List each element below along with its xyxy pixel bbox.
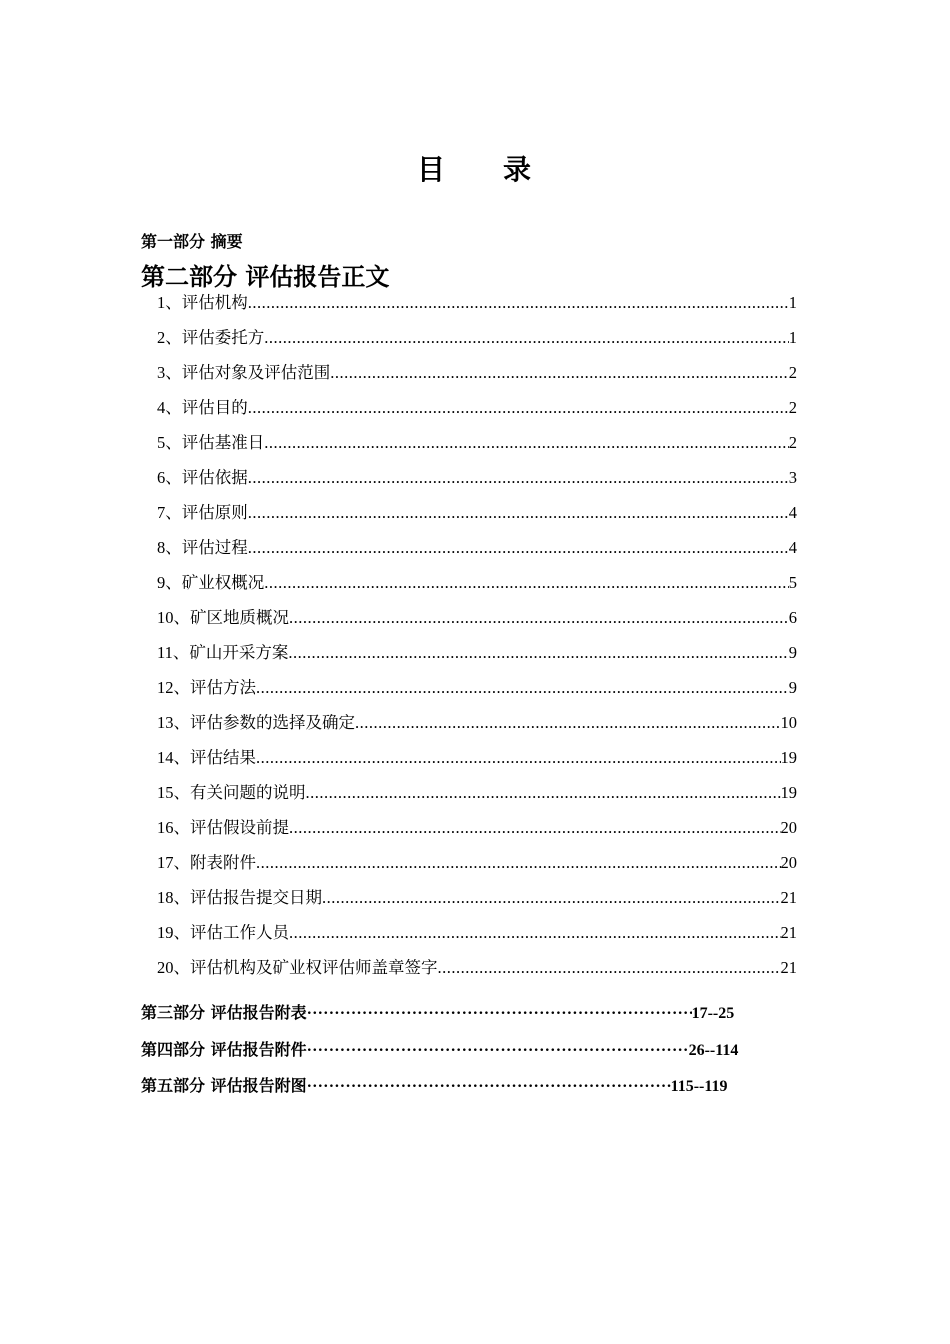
toc-entry[interactable] <box>157 354 797 389</box>
toc-entry[interactable] <box>157 809 797 844</box>
toc-entry-page: 21 <box>780 957 797 977</box>
toc-entry[interactable] <box>157 564 797 599</box>
part-two-heading: 第二部分 评估报告正文 <box>141 263 390 291</box>
toc-entry[interactable] <box>157 844 797 879</box>
toc-entry-label: 8、评估过程 <box>157 537 248 557</box>
toc-entry-page: 1 <box>788 327 797 347</box>
toc-entry-page: 20 <box>780 852 797 872</box>
toc-entry[interactable] <box>157 949 797 984</box>
toc-entry-label: 18、评估报告提交日期 <box>157 887 322 907</box>
toc-entry-label: 17、附表附件 <box>157 852 256 872</box>
toc-entry[interactable] <box>157 739 797 774</box>
toc-entry[interactable] <box>157 529 797 564</box>
toc-entry-label: 2、评估委托方 <box>157 327 265 347</box>
toc-entry-page: 9 <box>788 642 797 662</box>
toc-leader <box>264 575 789 600</box>
toc-entry-label: 6、评估依据 <box>157 467 248 487</box>
toc-entry-page: 6 <box>788 607 797 627</box>
part-five-leader <box>307 1078 671 1096</box>
part-four-leader <box>307 1042 689 1060</box>
toc-entry[interactable] <box>157 704 797 739</box>
toc-list <box>157 284 797 984</box>
toc-entry-page: 2 <box>788 362 797 382</box>
toc-leader <box>248 400 789 425</box>
toc-entry-label: 20、评估机构及矿业权评估师盖章签字 <box>157 957 438 977</box>
toc-entry-label: 16、评估假设前提 <box>157 817 289 837</box>
toc-leader <box>248 470 789 495</box>
toc-leader <box>438 960 781 985</box>
toc-leader <box>256 855 781 880</box>
toc-entry-label: 7、评估原则 <box>157 502 248 522</box>
toc-entry-label: 1、评估机构 <box>157 292 248 312</box>
part-three-leader <box>307 1005 692 1023</box>
toc-entry-page: 21 <box>780 922 797 942</box>
part-three-label: 第三部分 评估报告附表 <box>141 1003 307 1022</box>
toc-entry-page: 20 <box>780 817 797 837</box>
toc-entry[interactable] <box>157 774 797 809</box>
part-four-label: 第四部分 评估报告附件 <box>141 1040 307 1059</box>
part-four-entry[interactable] <box>141 1037 738 1060</box>
toc-entry-page: 19 <box>780 782 797 802</box>
part-three-entry[interactable] <box>141 1000 734 1023</box>
toc-leader <box>322 890 781 915</box>
toc-leader <box>289 610 789 635</box>
toc-entry-page: 9 <box>788 677 797 697</box>
toc-leader <box>264 435 789 460</box>
toc-entry-label: 13、评估参数的选择及确定 <box>157 712 355 732</box>
toc-entry-page: 4 <box>788 502 797 522</box>
toc-entry[interactable] <box>157 599 797 634</box>
toc-entry-page: 4 <box>788 537 797 557</box>
toc-entry-label: 4、评估目的 <box>157 397 248 417</box>
toc-leader <box>248 295 789 320</box>
toc-entry-label: 11、矿山开采方案 <box>157 642 289 662</box>
toc-entry[interactable] <box>157 669 797 704</box>
toc-entry-label: 14、评估结果 <box>157 747 256 767</box>
page-title-char-1: 目 <box>416 155 447 186</box>
toc-leader <box>289 925 781 950</box>
toc-leader <box>288 645 788 670</box>
toc-entry-label: 12、评估方法 <box>157 677 256 697</box>
toc-leader <box>248 505 789 530</box>
toc-leader <box>306 785 781 810</box>
toc-entry-label: 19、评估工作人员 <box>157 922 289 942</box>
page-title <box>0 148 950 188</box>
toc-leader <box>256 750 781 775</box>
toc-leader <box>355 715 781 740</box>
toc-entry-page: 10 <box>780 712 797 732</box>
toc-entry[interactable] <box>157 494 797 529</box>
toc-entry-label: 15、有关问题的说明 <box>157 782 306 802</box>
toc-leader <box>264 330 789 355</box>
toc-entry-page: 2 <box>788 432 797 452</box>
toc-entry-page: 5 <box>788 572 797 592</box>
toc-entry[interactable] <box>157 634 797 669</box>
toc-entry[interactable] <box>157 459 797 494</box>
part-one-heading: 第一部分 摘要 <box>141 232 243 251</box>
toc-entry-page: 2 <box>788 397 797 417</box>
part-three-pages: 17--25 <box>691 1005 735 1022</box>
toc-leader <box>256 680 789 705</box>
part-five-label: 第五部分 评估报告附图 <box>141 1076 307 1095</box>
toc-entry-label: 10、矿区地质概况 <box>157 607 289 627</box>
toc-entry-label: 3、评估对象及评估范围 <box>157 362 331 382</box>
toc-entry-page: 3 <box>788 467 797 487</box>
part-four-pages: 26--114 <box>688 1042 739 1059</box>
toc-entry[interactable] <box>157 389 797 424</box>
toc-entry-page: 1 <box>788 292 797 312</box>
toc-entry[interactable] <box>157 319 797 354</box>
toc-leader <box>289 820 781 845</box>
toc-entry[interactable] <box>157 424 797 459</box>
toc-entry[interactable] <box>157 914 797 949</box>
toc-entry-page: 19 <box>780 747 797 767</box>
part-five-entry[interactable] <box>141 1073 727 1096</box>
part-five-pages: 115--119 <box>670 1078 728 1095</box>
page-title-char-2: 录 <box>503 155 534 186</box>
toc-leader <box>330 365 789 390</box>
toc-entry[interactable] <box>157 879 797 914</box>
toc-entry-label: 9、矿业权概况 <box>157 572 265 592</box>
toc-entry-page: 21 <box>780 887 797 907</box>
toc-leader <box>248 540 789 565</box>
toc-entry-label: 5、评估基准日 <box>157 432 265 452</box>
toc-entry[interactable] <box>157 284 797 319</box>
